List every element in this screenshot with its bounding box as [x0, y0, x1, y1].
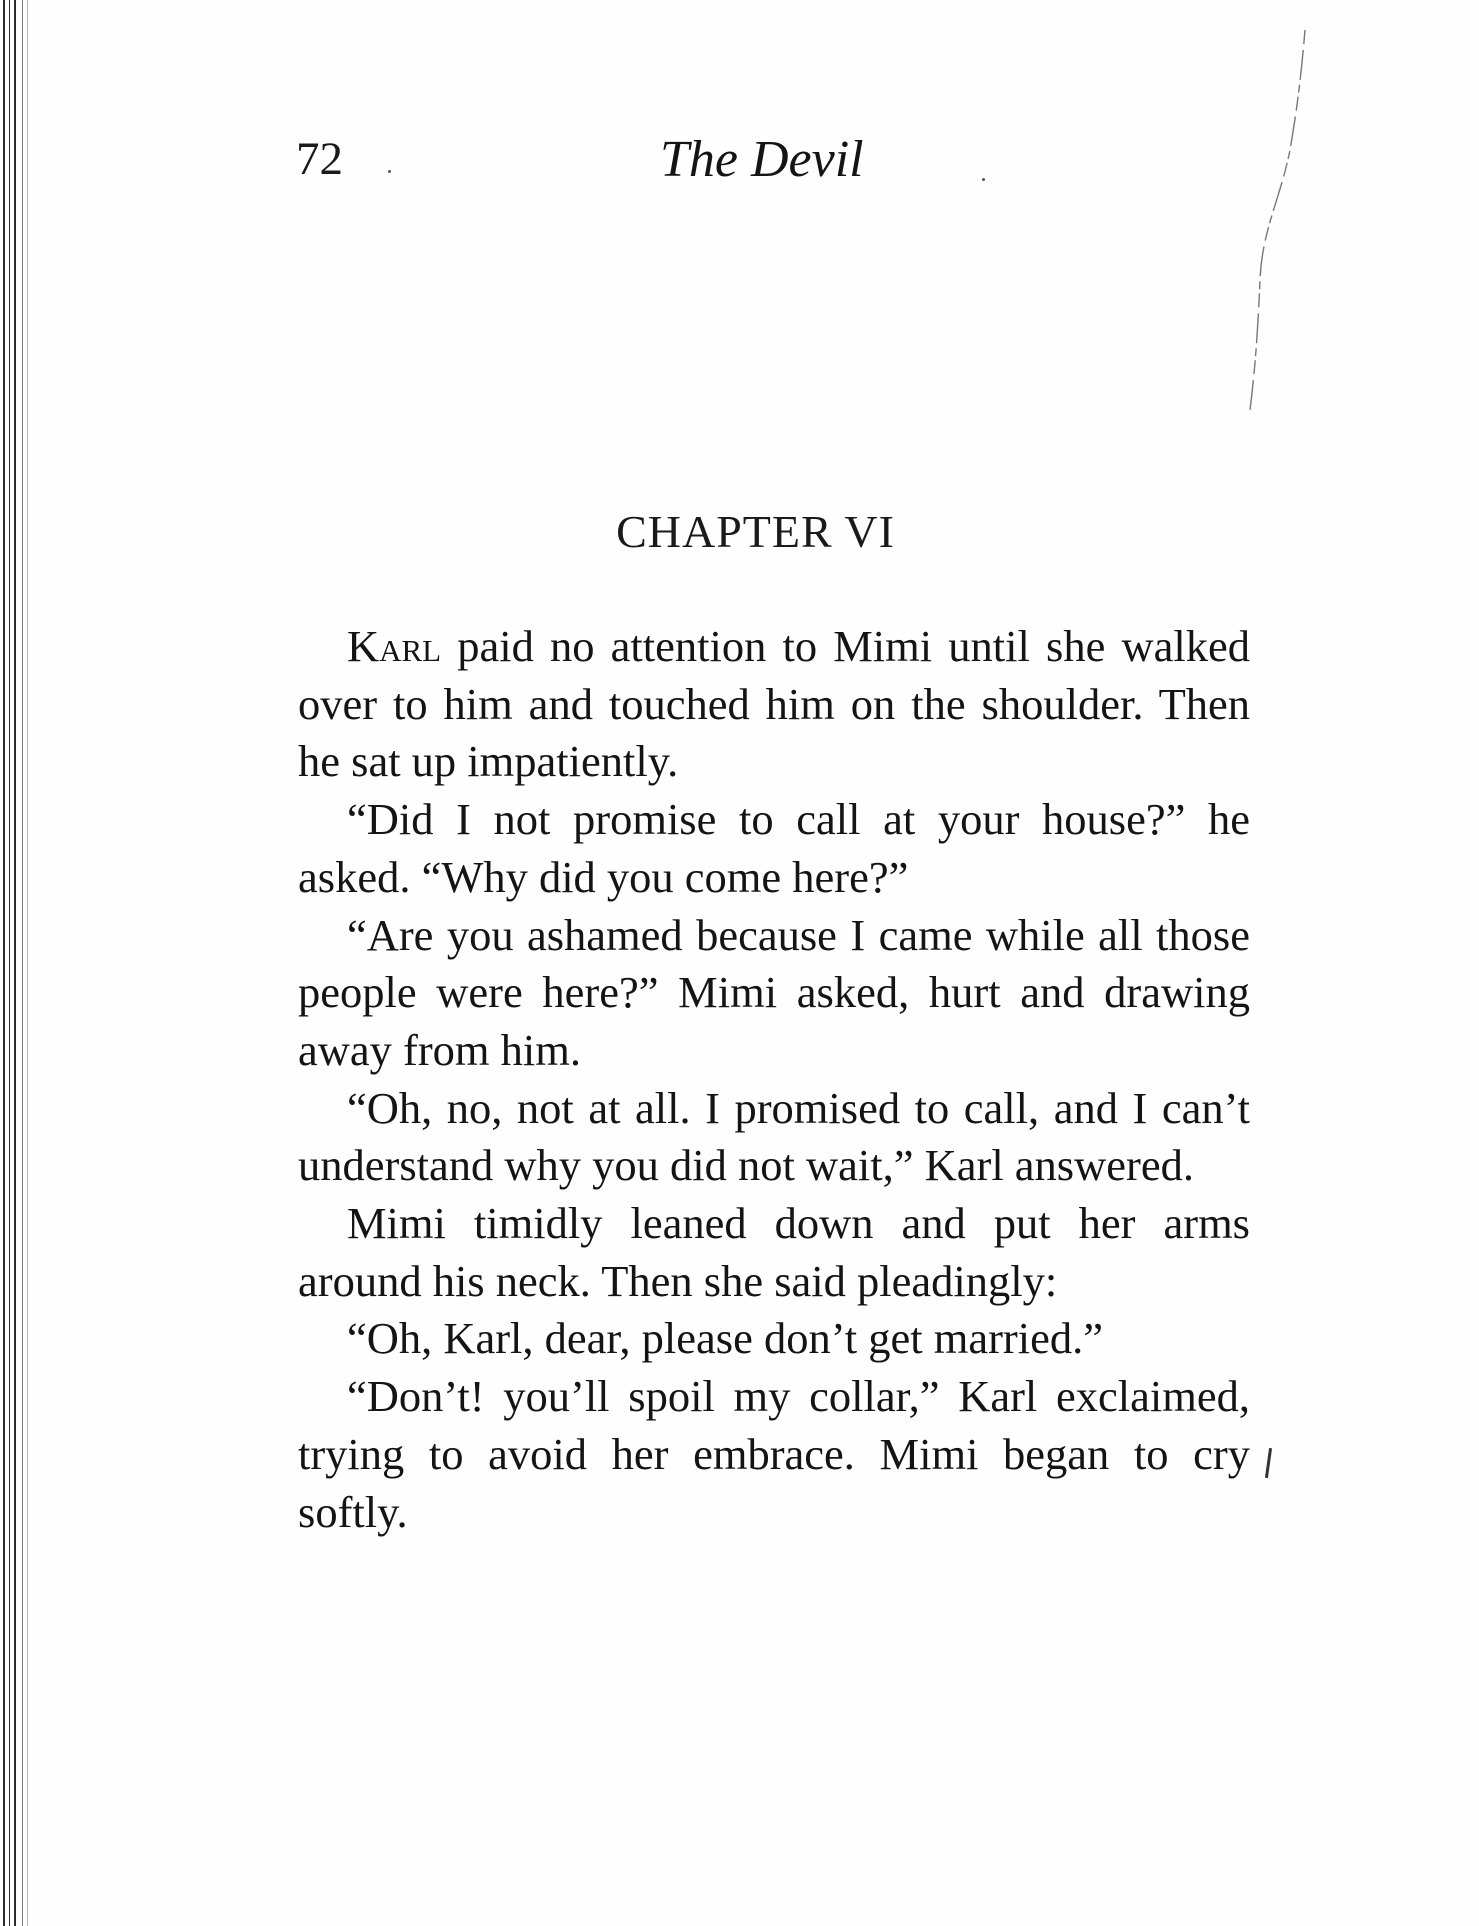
paragraph-text: “Oh, Karl, dear, please don’t get married.” [346, 1313, 1103, 1364]
paragraph [298, 618, 1250, 791]
paragraph-text: Mimi timidly leaned down and put her arms around his neck. Then she said pleadingly: [298, 1198, 1250, 1306]
paragraph [298, 1310, 1250, 1368]
running-head [0, 120, 1479, 190]
ink-speck [388, 170, 391, 173]
paragraph-text: “Are you ashamed because I came while all those people were here?” Mimi asked, hurt and drawing away from him. [298, 909, 1250, 1075]
paragraph-lead-word: Karl [346, 621, 442, 671]
paragraph-text: “Don’t! you’ll spoil my collar,” Karl exclaimed, trying to avoid her embrace. Mimi began to cry softly. [298, 1371, 1250, 1537]
paragraph [298, 1368, 1250, 1541]
running-title: The Devil [660, 131, 864, 188]
paragraph-text: “Oh, no, not at all. I promised to call, and I can’t understand why you did not wait,” Karl answered. [298, 1082, 1250, 1191]
paragraph [298, 1195, 1250, 1310]
chapter-heading: CHAPTER VI [616, 506, 895, 557]
body-text [298, 618, 1250, 1541]
page-crease-mark [1200, 30, 1320, 410]
paragraph-text: paid no attention to Mimi until she walked over to him and touched him on the shoulder. Then he sat up impatiently. [298, 621, 1250, 787]
margin-mark [1265, 1448, 1272, 1478]
ink-speck [982, 178, 985, 181]
binding-edge [0, 0, 30, 1926]
paragraph [298, 791, 1250, 906]
paragraph [298, 1080, 1250, 1195]
paragraph [298, 907, 1250, 1080]
page-number: 72 [296, 133, 343, 185]
paragraph-text: “Did I not promise to call at your house?” he asked. “Why did you come here?” [298, 794, 1250, 902]
